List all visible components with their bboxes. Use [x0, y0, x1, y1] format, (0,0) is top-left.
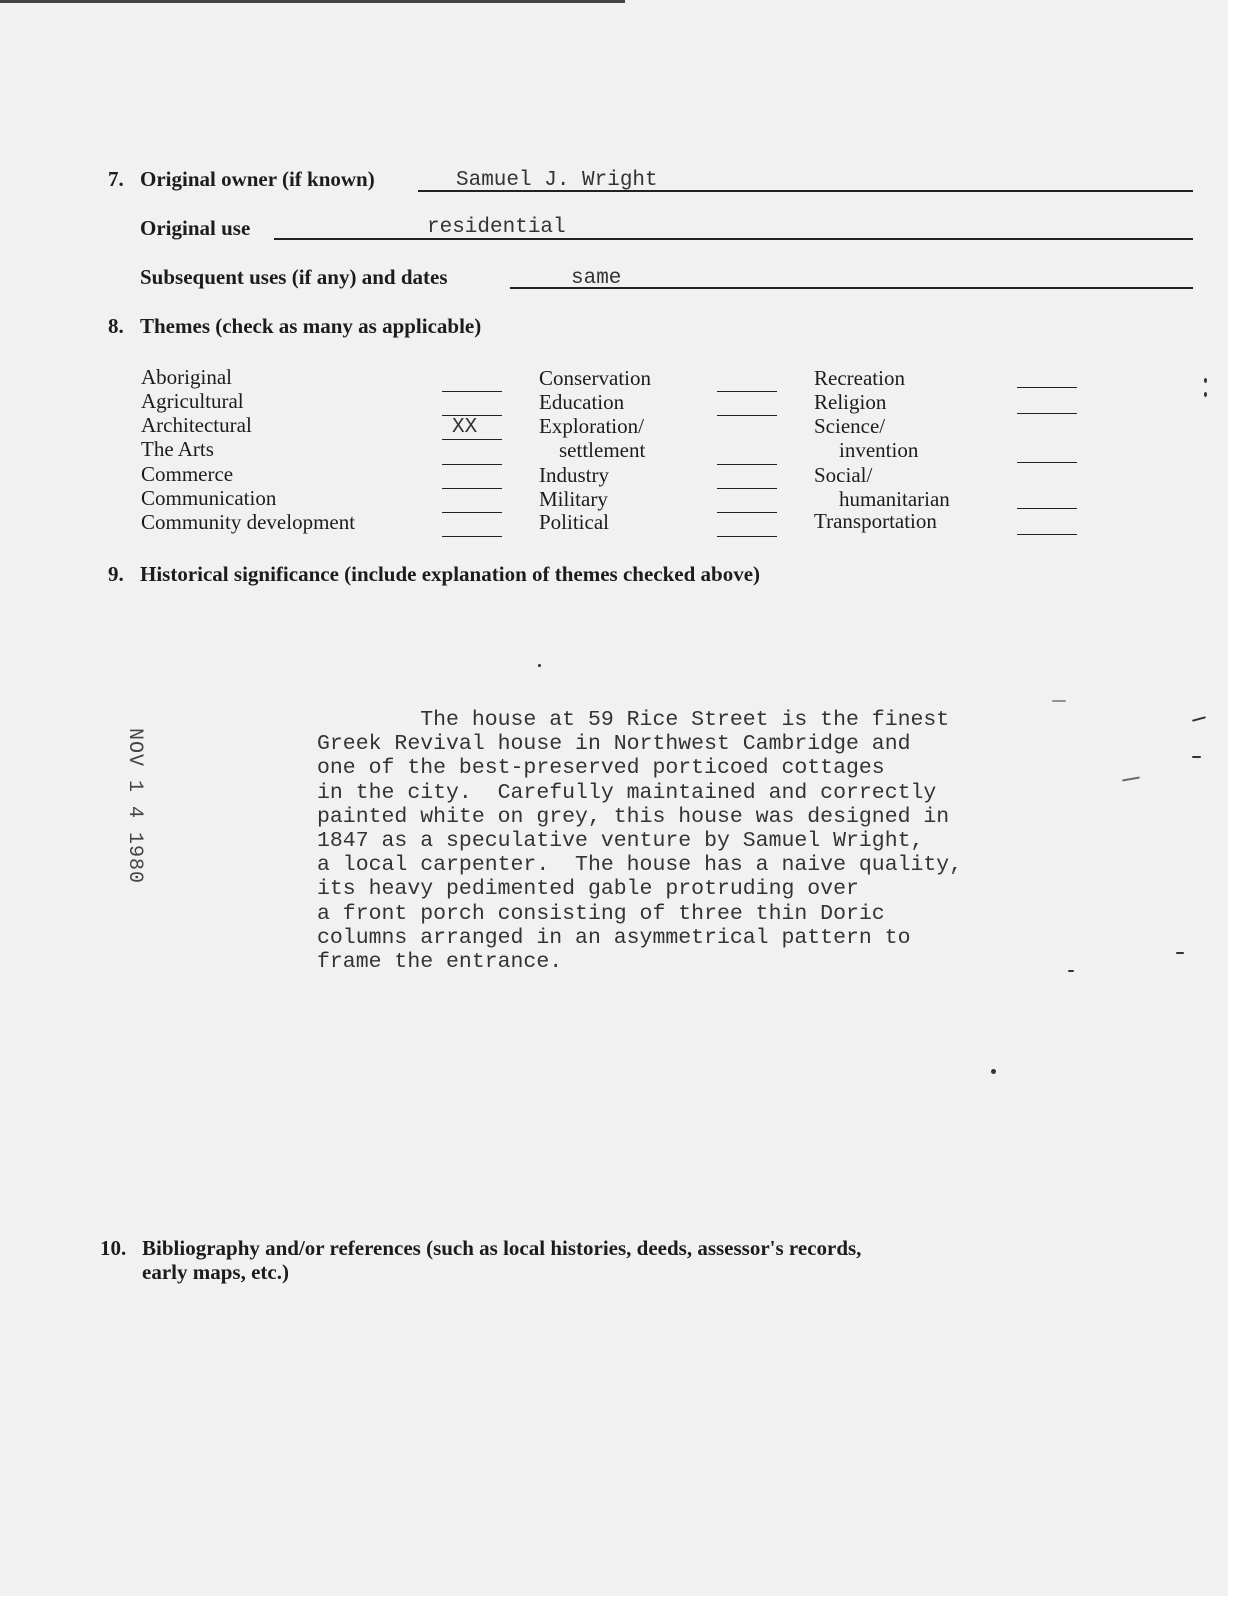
- text-line: The house at 59 Rice Street is the finest: [317, 708, 950, 732]
- bibliography-title: Bibliography and/or references (such as local histories, deeds, assessor's records,: [142, 1236, 862, 1260]
- scan-speck: [1204, 378, 1207, 383]
- blank-aboriginal: [442, 391, 502, 392]
- text-line: one of the best-preserved porticoed cottages: [317, 756, 885, 781]
- scan-speck: [1176, 952, 1184, 954]
- scan-speck: [538, 664, 541, 667]
- theme-exploration: Exploration/: [539, 414, 644, 438]
- theme-recreation: Recreation: [814, 366, 905, 390]
- blank-conservation: [717, 391, 777, 392]
- text-line: a local carpenter. The house has a naive quality,: [317, 853, 963, 878]
- historical-significance-text: [317, 708, 962, 974]
- theme-community-development: Community development: [141, 510, 356, 534]
- blank-science-invention: [1017, 462, 1077, 463]
- original-owner-value: Samuel J. Wright: [456, 169, 658, 192]
- scan-speck: [1122, 776, 1140, 781]
- theme-communication: Communication: [141, 486, 277, 510]
- theme-agricultural: Agricultural: [141, 389, 244, 413]
- scan-speck: [1068, 970, 1074, 972]
- original-owner-label: Original owner (if known): [140, 167, 375, 191]
- blank-communication: [442, 512, 502, 513]
- theme-science: Science/: [814, 414, 886, 438]
- scan-speck: [1192, 756, 1201, 758]
- theme-political: Political: [539, 510, 609, 534]
- blank-political: [717, 536, 777, 537]
- section-7-number: 7.: [108, 167, 124, 191]
- text-line: its heavy pedimented gable protruding over: [317, 877, 859, 902]
- blank-commerce: [442, 488, 502, 489]
- blank-social-humanitarian: [1017, 508, 1077, 509]
- text-line: a front porch consisting of three thin Doric: [317, 901, 885, 926]
- theme-education: Education: [539, 390, 625, 414]
- theme-commerce: Commerce: [141, 462, 234, 486]
- top-edge-line: [0, 0, 625, 3]
- architectural-check-mark: XX: [452, 416, 478, 439]
- text-line: in the city. Carefully maintained and correctly: [317, 780, 937, 805]
- theme-conservation: Conservation: [539, 366, 651, 390]
- blank-recreation: [1017, 387, 1077, 388]
- blank-community-development: [442, 536, 502, 537]
- theme-religion: Religion: [814, 390, 887, 414]
- blank-exploration-settlement: [717, 464, 777, 465]
- text-line: frame the entrance.: [317, 950, 563, 975]
- section-9-number: 9.: [108, 562, 124, 586]
- blank-the-arts: [442, 464, 502, 465]
- blank-military: [717, 512, 777, 513]
- theme-settlement: settlement: [559, 438, 646, 462]
- scan-speck: [991, 1069, 996, 1074]
- bibliography-title-continued: early maps, etc.): [142, 1260, 289, 1284]
- theme-industry: Industry: [539, 463, 609, 487]
- theme-military: Military: [539, 487, 608, 511]
- blank-religion: [1017, 413, 1077, 414]
- subsequent-uses-label: Subsequent uses (if any) and dates: [140, 265, 448, 289]
- historical-significance-title: Historical significance (include explanation of themes checked above): [140, 562, 761, 586]
- scan-speck: [1192, 716, 1206, 722]
- theme-transportation: Transportation: [814, 509, 937, 533]
- section-10-number: 10.: [100, 1236, 127, 1260]
- original-use-label: Original use: [140, 216, 251, 240]
- text-line: columns arranged in an asymmetrical pattern to: [317, 925, 911, 950]
- section-8-number: 8.: [108, 314, 124, 338]
- blank-transportation: [1017, 534, 1077, 535]
- theme-social: Social/: [814, 463, 873, 487]
- original-use-value: residential: [427, 216, 566, 239]
- text-line: Greek Revival house in Northwest Cambridge and: [317, 732, 911, 757]
- theme-aboriginal: Aboriginal: [141, 365, 232, 389]
- blank-industry: [717, 488, 777, 489]
- date-received-stamp: NOV 1 4 1980: [123, 728, 146, 885]
- subsequent-uses-value: same: [571, 267, 622, 290]
- scan-speck: [1052, 700, 1066, 702]
- theme-humanitarian: humanitarian: [839, 487, 950, 511]
- blank-architectural: [442, 439, 502, 440]
- original-use-rule: [274, 238, 1193, 240]
- text-line: 1847 as a speculative venture by Samuel Wright,: [317, 829, 924, 854]
- theme-the-arts: The Arts: [141, 437, 214, 461]
- theme-architectural: Architectural: [141, 413, 252, 437]
- themes-title: Themes (check as many as applicable): [140, 314, 482, 338]
- blank-education: [717, 415, 777, 416]
- theme-invention: invention: [839, 438, 919, 462]
- text-line: painted white on grey, this house was designed in: [317, 804, 950, 829]
- scan-speck: [1204, 392, 1207, 397]
